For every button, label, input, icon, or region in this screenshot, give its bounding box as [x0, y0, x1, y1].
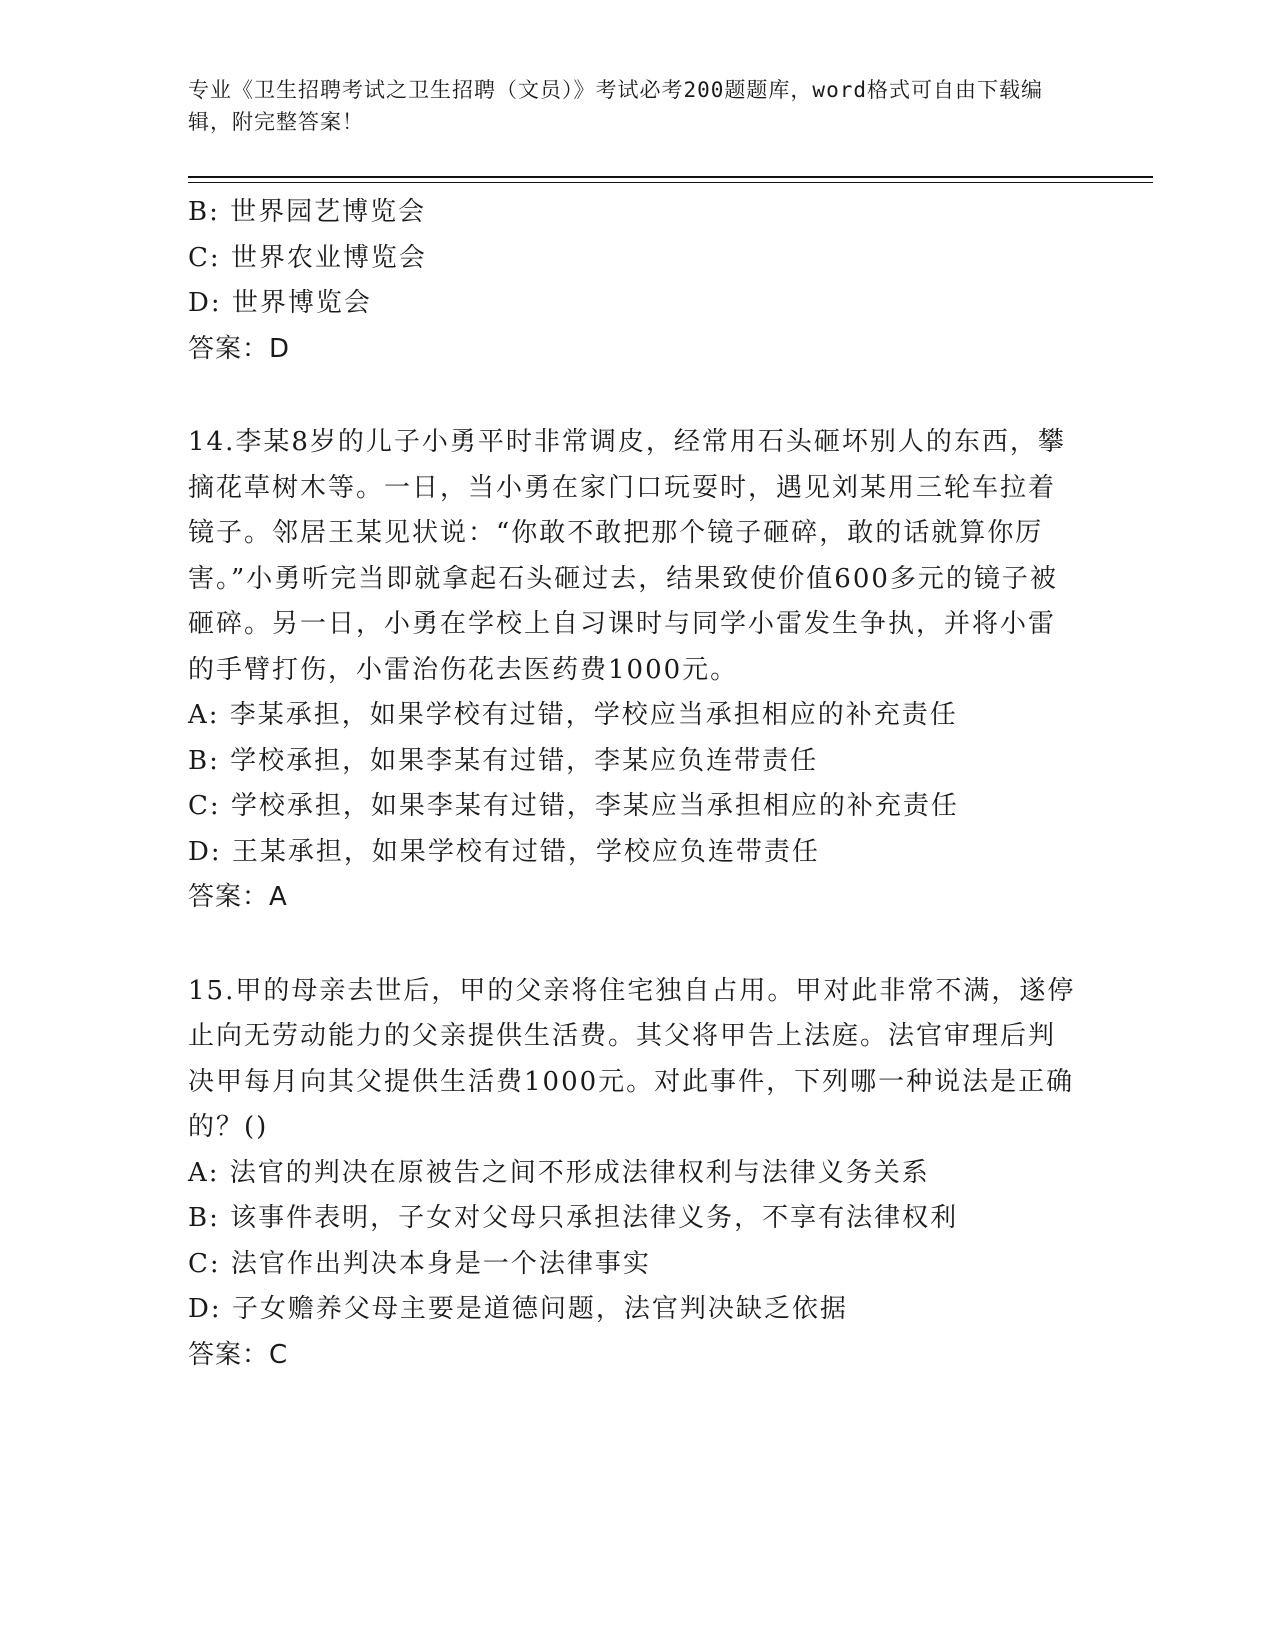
- document-body: [188, 190, 1078, 1378]
- option-d: D: 王某承担，如果学校有过错，学校应负连带责任: [188, 836, 820, 867]
- question-13-continued: [188, 190, 1078, 372]
- answer-line: 答案：C: [188, 1339, 289, 1370]
- option-a: A: 李某承担，如果学校有过错，学校应当承担相应的补充责任: [188, 700, 958, 730]
- option-c: C: 法官作出判决本身是一个法律事实: [188, 1248, 651, 1279]
- question-text: 14.李某8岁的儿子小勇平时非常调皮，经常用石头砸坏别人的东西，攀摘花草树木等。一日，当小勇在家门口玩耍时，遇见刘某用三轮车拉着镜子。邻居王某见状说：“你敢不敢把那个镜子砸碎，敢的话就算你厉害。”小勇听完当即就拿起石头砸过去，结果致使价值600多元的镜子被砸碎。另一日，小勇在学校上自习课时与同学小雷发生争执，并将小雷的手臂打伤，小雷治伤花去医药费1000元。: [188, 427, 1066, 685]
- question-15: [188, 969, 1078, 1379]
- answer-line: 答案：D: [188, 333, 291, 364]
- option-c: C: 学校承担，如果李某有过错，李某应当承担相应的补充责任: [188, 791, 959, 821]
- document-header: 专业《卫生招聘考试之卫生招聘（文员）》考试必考200题题库，word格式可自由下载编辑，附完整答案！: [188, 78, 1043, 134]
- option-b: B: 学校承担，如果李某有过错，李某应负连带责任: [188, 745, 819, 776]
- header-divider-thick: [188, 176, 1153, 178]
- option-a: A: 法官的判决在原被告之间不形成法律权利与法律义务关系: [188, 1157, 930, 1188]
- header-divider-thin: [188, 182, 1153, 183]
- question-text: 15.甲的母亲去世后，甲的父亲将住宅独自占用。甲对此非常不满，遂停止向无劳动能力的父亲提供生活费。其父将甲告上法庭。法官审理后判决甲每月向其父提供生活费1000元。对此事件，下列哪一种说法是正确的？(): [188, 975, 1076, 1142]
- option-b: B: 该事件表明，子女对父母只承担法律义务，不享有法律权利: [188, 1203, 959, 1233]
- question-14: [188, 420, 1078, 921]
- option-d: D: 子女赡养父母主要是道德问题，法官判决缺乏依据: [188, 1294, 848, 1324]
- option-c: C: 世界农业博览会: [188, 242, 427, 273]
- option-d: D: 世界博览会: [188, 288, 372, 318]
- option-b: B: 世界园艺博览会: [188, 197, 427, 227]
- answer-line: 答案：A: [188, 882, 288, 912]
